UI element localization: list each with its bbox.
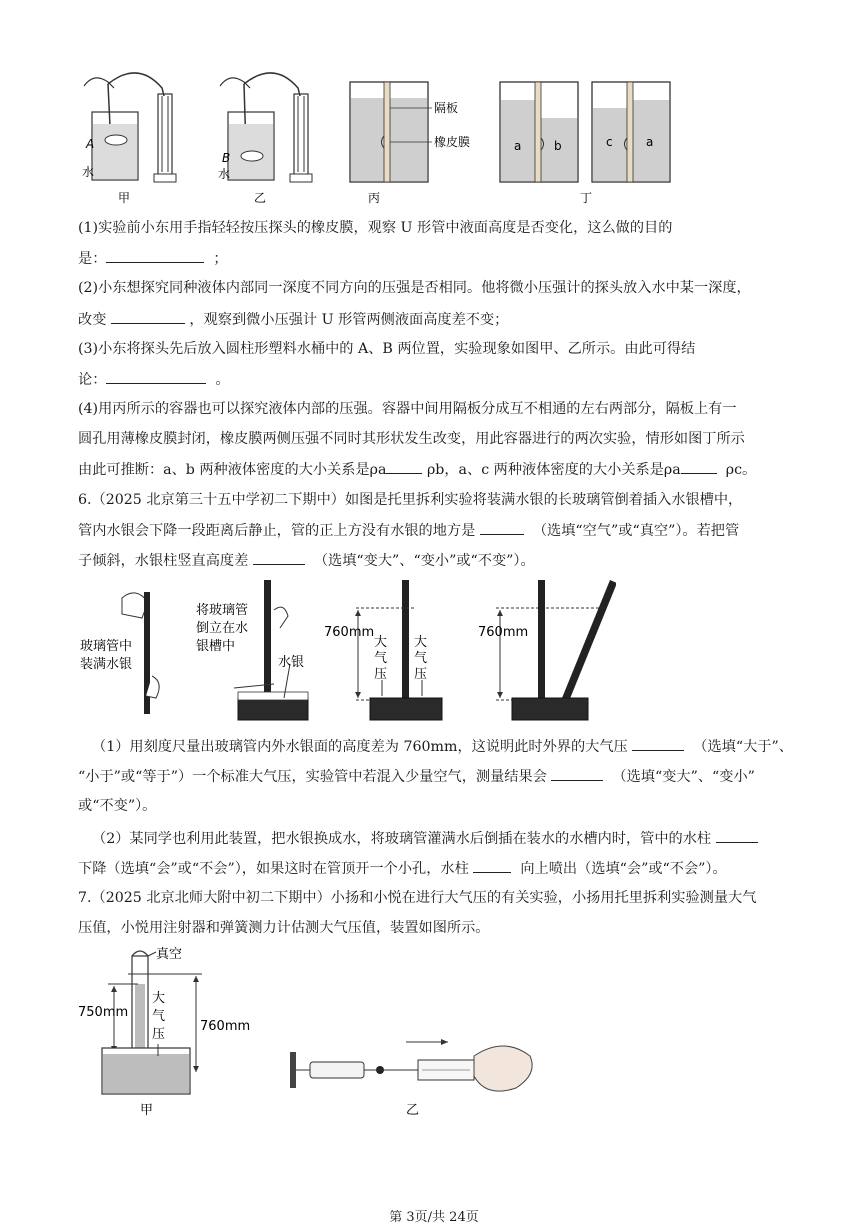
fig-atm-left: 大气压 [374,635,388,682]
figure-pressure-gauge-jia [78,66,188,206]
q5-p3-suffix: 。 [215,372,230,388]
answer-blank[interactable] [716,828,758,843]
label-a: a [514,139,522,153]
page-footer: 第 3页/共 24页 [389,1210,479,1225]
label-A: A [86,137,95,151]
answer-blank[interactable] [473,858,511,873]
label-yi: 乙 [254,191,267,205]
q5-p4-prefix: 由此可推断：a、b 两种液体密度的大小关系是ρa [78,462,387,478]
fig-760-label-q7: 760mm [200,1019,251,1034]
fig-760-label-b: 760mm [478,625,529,640]
q5-p2-suffix: ，观察到微小压强计 U 形管两侧液面高度差不变； [189,312,509,328]
answer-blank[interactable] [106,369,206,384]
label-water-jia: 水 [82,165,95,179]
fig-760-label-a: 760mm [324,625,375,640]
q6-s2-prefix: （2）某同学也利用此装置，把水银换成水，将玻璃管灌满水后倒插在装水的水槽内时，管中的水柱 [92,831,712,847]
label-b: b [554,139,562,153]
fig-750-label: 750mm [78,1005,129,1020]
q5-p4-line3 [78,459,756,480]
answer-blank[interactable] [253,550,305,565]
q6-stem-prefix: 管内水银会下降一段距离后静止，管的正上方没有水银的地方是 [78,523,476,539]
fig-text-invert-tube: 将玻璃管倒立在水银槽中 [196,603,249,654]
label-B: B [222,151,231,165]
q5-p1-prefix: 是： [78,251,107,267]
q5-p1-line2 [78,248,228,269]
answer-blank[interactable] [386,459,422,474]
label-a2: a [646,135,654,149]
q5-p3-line1: (3)小东将探头先后放入圆柱形塑料水桶中的 A、B 两位置，实验现象如图甲、乙所示。由此可得结 [78,341,696,357]
q6-stem-line1: 6.（2025 北京第三十五中学初二下期中）如图是托里拆利实验将装满水银的长玻璃管倒着插入水银槽中， [78,492,743,508]
fig-jia-label-q7: 甲 [140,1103,154,1118]
q6-stem-suffix: （选填“空气”或“真空”）。若把管 [532,523,740,539]
q6-s2-suffix2: 向上喷出（选填“会”或“不会”）。 [520,861,727,877]
answer-blank[interactable] [681,459,717,474]
q6-s1-line2 [78,766,755,787]
q7-stem-line1: 7.（2025 北京北师大附中初二下期中）小扬和小悦在进行大气压的有关实验，小扬用托里拆利实验测量大气 [78,890,757,906]
q5-p2-line1: (2)小东想探究同种液体内部同一深度不同方向的压强是否相同。他将微小压强计的探头放入水中某一深度， [78,280,751,296]
q6-s1-line3: 或“不变”）。 [78,798,157,814]
q5-p4-mid: ρb，a、c 两种液体密度的大小关系是ρa [426,462,681,478]
q6-s1-prefix: （1）用刻度尺量出玻璃管内外水银面的高度差为 760mm，这说明此时外界的大气压 [92,739,628,755]
q6-s1-prefix2: “小于”或“等于”）一个标准大气压，实验管中若混入少量空气，测量结果会 [78,769,547,785]
label-water-yi: 水 [218,167,231,181]
answer-blank[interactable] [632,736,684,751]
fig-vacuum-label: 真空 [156,947,183,962]
answer-blank[interactable] [111,309,185,324]
answer-blank[interactable] [480,520,524,535]
q6-stem-suffix2: （选填“变大”、“变小”或“不变”）。 [313,553,535,569]
fig-text-full-tube: 玻璃管中装满水银 [80,639,133,672]
q5-p4-line2: 圆孔用薄橡皮膜封闭，橡皮膜两侧压强不同时其形状发生改变，用此容器进行的两次实验，情形如图丁所示 [78,431,745,447]
q5-p4-suffix: ρc。 [725,462,757,478]
figure-container-bing [346,78,486,206]
label-c: c [606,135,613,149]
q5-p3-prefix: 论： [78,372,107,388]
label-partition: 隔板 [434,101,459,115]
figure-torricelli-2 [194,580,314,722]
figure-container-ding [496,78,678,206]
q6-s2-line1 [92,828,758,849]
label-jia: 甲 [118,191,131,205]
q6-s1-suffix: （选填“大于”、 [693,739,793,755]
q5-p4-line1: (4)用丙所示的容器也可以探究液体内部的压强。容器中间用隔板分成互不相通的左右两部分，隔板上有一 [78,401,737,417]
label-membrane: 橡皮膜 [434,135,471,149]
label-bing: 丙 [368,191,381,205]
figure-pressure-gauge-yi [214,66,324,206]
fig-atm-q7: 大气压 [152,991,166,1042]
fig-yi-label-q7: 乙 [406,1103,420,1118]
figure-q7-yi [288,1030,536,1126]
fig-mercury-label: 水银 [278,655,305,670]
q6-s2-line2 [78,858,727,879]
figure-q7-jia [78,944,254,1120]
figure-torricelli-1 [78,580,168,718]
label-ding: 丁 [580,191,593,205]
q6-s1-line1 [92,736,793,757]
q7-stem-line2: 压值，小悦用注射器和弹簧测力计估测大气压值，装置如图所示。 [78,920,490,936]
q6-s2-prefix2: 下降（选填“会”或“不会”），如果这时在管顶开一个小孔，水柱 [78,861,469,877]
fig-atm-right: 大气压 [414,635,428,682]
figure-torricelli-3 [322,580,444,722]
q5-p2-prefix: 改变 [78,312,107,328]
q5-p2-line2 [78,309,508,330]
q6-stem-line3 [78,550,535,571]
q5-p1-line1: (1)实验前小东用手指轻轻按压探头的橡皮膜，观察 U 形管中液面高度是否变化，这么做的目的 [78,220,673,236]
q6-s1-suffix2: （选填“变大”、“变小” [612,769,755,785]
q5-p3-line2 [78,369,230,390]
answer-blank[interactable] [551,766,603,781]
answer-blank[interactable] [106,248,204,263]
q6-stem-line2 [78,520,739,541]
figure-torricelli-4 [476,580,616,722]
q5-p1-suffix: ； [213,251,228,267]
q6-stem-prefix2: 子倾斜，水银柱竖直高度差 [78,553,249,569]
